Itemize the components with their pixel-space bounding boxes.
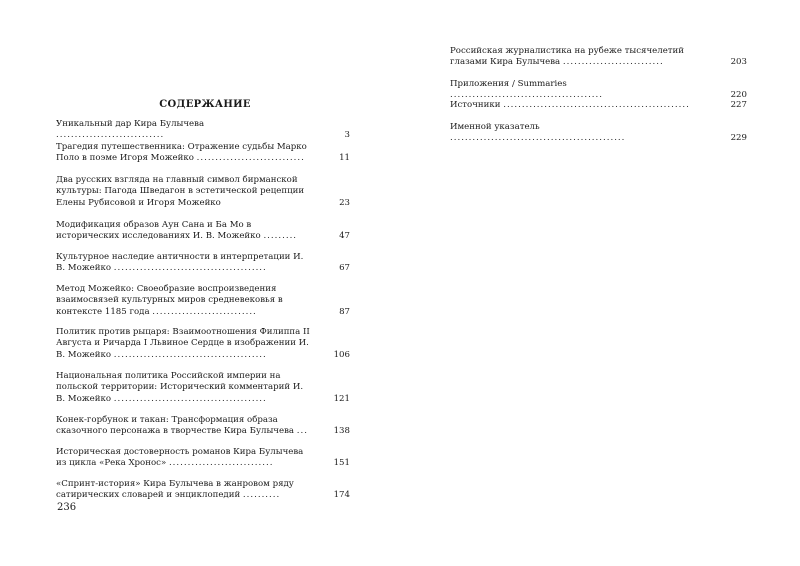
toc-entry-title: Российская журналистика на рубеже тысячелетий глазами Кира Булычева [450,46,684,68]
toc-entry[interactable] [56,327,350,361]
toc-page-number: 67 [339,263,350,274]
footer-page-number: 236 [57,502,77,513]
toc-entry[interactable] [56,284,350,318]
toc-page-number: 151 [333,458,350,469]
toc-entry-title: Два русских взгляда на главный символ бирманской культуры: Пагода Шведагон в эстетической рецепции Елены Рубисовой и Игоря Можейко [56,175,305,208]
toc-entry[interactable] [56,447,350,470]
toc-page-number: 87 [339,306,350,317]
toc-entry[interactable] [450,79,747,102]
toc-entry-title: Трагедия путешественника: Отражение судьбы Марко Поло в поэме Игоря Можейко [56,142,307,164]
toc-entry[interactable] [450,122,747,145]
toc-entry-title: Источники [450,100,501,110]
toc-entry-title: Историческая достоверность романов Кира Булычева из цикла «Река Хронос» [56,447,304,469]
toc-leader: ......................................... [450,90,603,101]
toc-page-number: 23 [339,197,350,208]
toc-entry-title: Политик против рыцаря: Взаимоотношения Филиппа II Августа и Ричарда I Львиное Сердце в изображении И. В. Можейко [56,327,310,360]
toc-leader: ......................................... [113,393,267,404]
toc-entry[interactable] [450,100,747,111]
toc-leader: .......... [242,490,281,501]
toc-entry[interactable] [56,371,350,405]
toc-entry[interactable] [56,252,350,275]
toc-page-number: 220 [730,90,747,101]
toc-leader: ............................. [196,153,305,164]
toc-page-number: 3 [344,130,350,141]
toc-entry-title: Метод Можейко: Своеобразие воспроизведения взаимосвязей культурных миров средневековья в контексте 1185 года [56,284,283,317]
contents-heading: СОДЕРЖАНИЕ [159,99,251,110]
toc-leader: ... [296,426,308,437]
toc-entry-title: Уникальный дар Кира Булычева [56,119,205,129]
toc-entry[interactable] [450,46,747,69]
toc-leader: ............................. [56,130,165,141]
toc-entry-title: Национальная политика Российской империи на польской территории: Исторический комментарий И. В. Можейко [56,371,304,404]
toc-page-number: 121 [333,393,350,404]
toc-leader: .................................................. [503,100,690,110]
toc-entry-title: Конек-горбунок и такан: Трансформация образа сказочного персонажа в творчестве Кира Булычева [56,415,295,437]
toc-leader: ............................ [152,306,257,317]
toc-leader: ............................................... [450,133,626,144]
toc-entry[interactable] [56,479,350,502]
toc-page-number: 47 [339,231,350,242]
toc-entry[interactable] [56,220,350,243]
toc-page-number: 11 [339,153,350,164]
right-page [400,0,800,566]
toc-entry-title: Модификация образов Аун Сана и Ба Мо в исторических исследованиях И. В. Можейко [56,220,261,242]
toc-page-number: 229 [730,133,747,144]
toc-entry[interactable] [56,175,350,209]
toc-page-number: 227 [730,100,747,110]
toc-leader: ......... [263,231,298,242]
toc-page-number: 138 [333,426,350,437]
toc-leader: ........................... [562,57,664,68]
toc-leader: ......................................... [113,263,267,274]
toc-entry-title: Именной указатель [450,122,540,132]
toc-entry[interactable] [56,142,350,165]
toc-entry-title: Приложения / Summaries [450,79,567,89]
toc-page-number: 174 [333,490,350,501]
toc-entry[interactable] [56,119,350,142]
toc-entry-title: «Спринт-история» Кира Булычева в жанровом ряду сатирических словарей и энциклопедий [56,479,294,501]
toc-leader: ............................ [168,458,274,469]
toc-entry[interactable] [56,415,350,438]
toc-entry-title: Культурное наследие античности в интерпретации И. В. Можейко [56,252,304,274]
toc-page-number: 106 [333,349,350,360]
toc-leader: ......................................... [113,349,267,360]
toc-page-number: 203 [730,57,747,68]
